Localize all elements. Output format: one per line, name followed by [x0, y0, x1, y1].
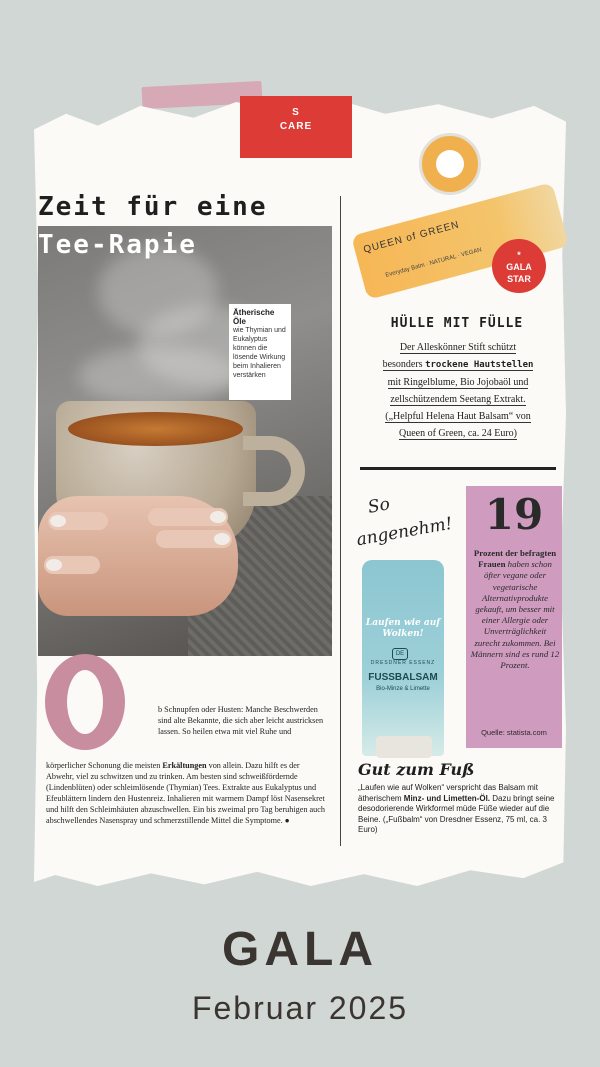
section-rule: [360, 467, 556, 470]
balm-tin-lid: [419, 133, 481, 195]
drop-cap-o: [45, 654, 125, 750]
article-title-line2: Tee-Rapie: [38, 230, 197, 260]
tube-product-name: FUSSBALSAM: [368, 672, 438, 683]
stat-text: Prozent der befragten Frauen haben schon öfter vegane oder vegetarische Alternativprodukte gekauft, um besser mit einer Allergie oder Unverträglichkeit zurecht zukommen. Bei Männern sind es rund 12 Prozent.: [470, 548, 560, 671]
article-body: körperlicher Schonung die meisten Erkältungen von allein. Dazu hilft es der Abwehr, viel zu schwitzen und zu trinken. Am besten sind schweißfördernde (Lindenblüten) oder schleimlösende (Thymian) Tees. Extrakte aus Eukalyptus und Efeublättern lindern den Hustenreiz. Inhalieren mit warmem Dampf löst Nasensekret und hilft den Schleimhäuten abzuschwellen. Ein bis zweimal pro Tag beruhigen auch abschwellendes Nasenspray und schmerzstillende Mittel die Symptome. ●: [46, 761, 325, 825]
photo-caption-bold: Ätherische Öle: [233, 308, 275, 326]
photo-caption: [229, 304, 291, 400]
photo-caption-text: wie Thymian und Eukalyptus können die lösende Wirkung beim Inhalieren verstärken: [233, 327, 286, 379]
product1-description: Der Alleskönner Stift schützt besonders trockene Hautstellen mit Ringelblume, Bio Jojobaöl und zellschützendem Seetang Extrakt. („Helpful Helena Haut Balsam“ von Queen of Green, ca. 24 Euro): [382, 342, 534, 439]
balm-stick-sublabel: Everyday Balm · NATURAL · VEGAN: [384, 247, 483, 279]
badge-line2: STAR: [507, 274, 531, 284]
article-title-line1: Zeit für eine: [38, 192, 268, 222]
tube-brand: DRESDNER ESSENZ: [370, 660, 436, 666]
product1-heading: HÜLLE MIT FÜLLE: [390, 316, 524, 331]
tube-cap: [376, 736, 432, 758]
badge-line1: GALA: [506, 262, 532, 272]
tea-photo: [38, 226, 332, 656]
gala-star-badge: [492, 239, 546, 293]
end-mark-icon: ●: [284, 816, 290, 825]
stat-source: Quelle: statista.com: [481, 728, 547, 737]
product2-heading: Gut zum Fuß: [358, 760, 475, 779]
section-tab-line1: S: [292, 107, 300, 118]
section-tab-line2: CARE: [279, 121, 313, 132]
magazine-name: GALA: [222, 923, 378, 976]
product2-description: „Laufen wie auf Wolken“ verspricht das Balsam mit ätherischem Minz- und Limetten-Öl. Dazu bringt seine desodorierende Wirkformel müde Füße wieder auf die Beine. („Fußbalm“ von Dresdner Essenz, 75 ml, ca. 3 Euro): [358, 783, 555, 834]
article-intro: b Schnupfen oder Husten: Manche Beschwerden sind alte Bekannte, die sich aber leicht austricksen lassen. So heilen etwa mit viel Ruhe und: [158, 705, 324, 736]
brand-logo-icon: DE: [392, 648, 408, 660]
tube-subtitle: Bio-Minze & Limette: [376, 686, 430, 692]
stat-number: 19: [484, 490, 544, 539]
column-divider: [340, 196, 341, 846]
issue-date: Februar 2025: [191, 990, 409, 1026]
handwritten-note-line1: So: [366, 494, 392, 518]
section-tab: [240, 96, 352, 158]
handwritten-note-line2: angenehm!: [354, 513, 454, 551]
balm-stick-label: QUEEN of GREEN: [362, 219, 461, 256]
tube-title: Laufen wie auf Wolken!: [365, 618, 441, 639]
star-icon: *: [517, 250, 521, 260]
